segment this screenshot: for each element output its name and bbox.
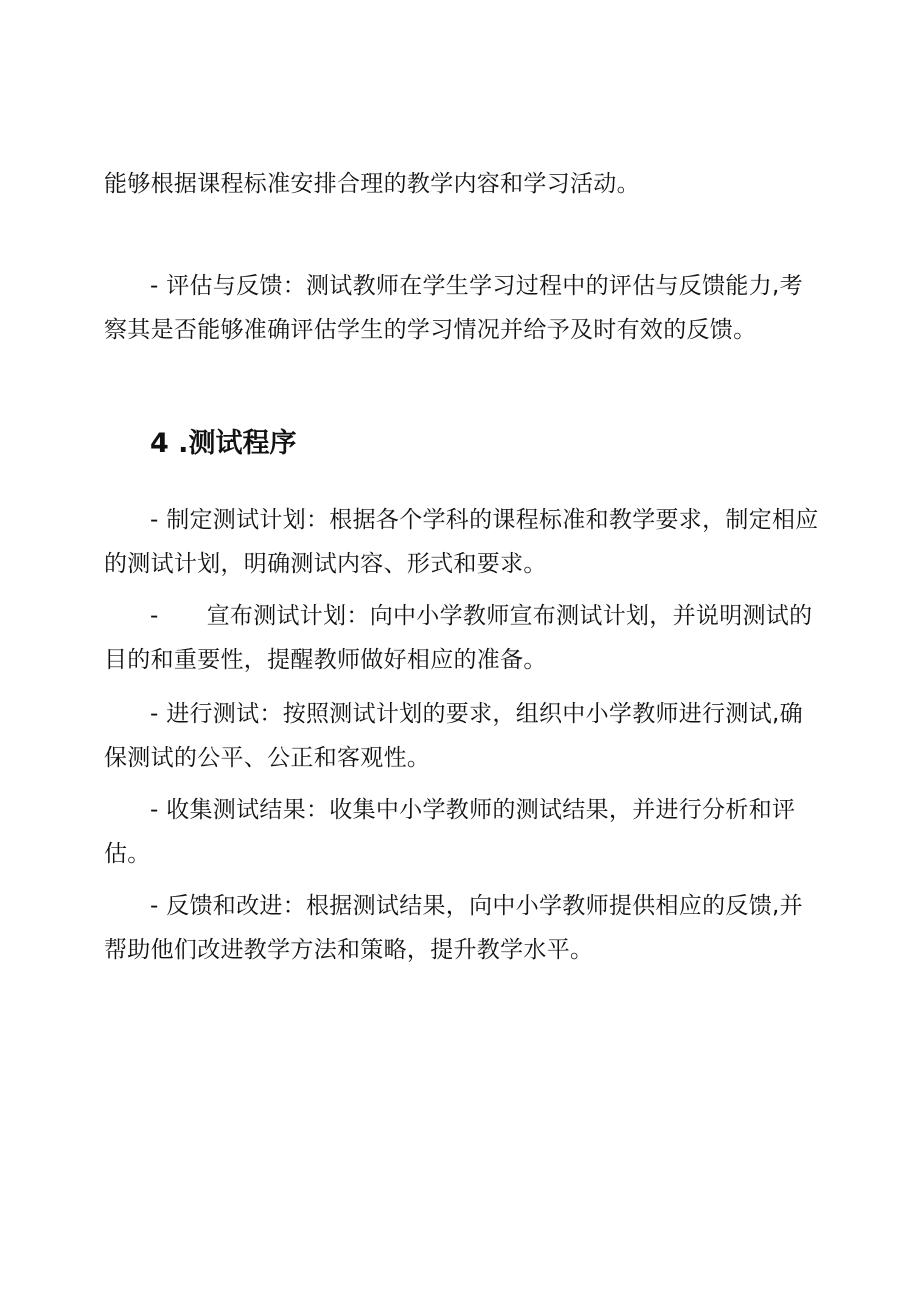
section-heading: 4 .测试程序 [150,428,297,459]
list-item-collect: - 收集测试结果：收集中小学教师的测试结果，并进行分析和评估。 [104,797,796,867]
list-item-plan: - 制定测试计划：根据各个学科的课程标准和教学要求，制定相应的测试计划，明确测试内容、形式和要求。 [104,507,819,577]
list-item-dash: - [150,603,159,629]
list-item-feedback: - 反馈和改进：根据测试结果，向中小学教师提供相应的反馈,并帮助他们改进教学方法和策略，提升教学水平。 [104,893,803,963]
list-item-announce-text: 宣布测试计划：向中小学教师宣布测试计划，并说明测试的目的和重要性，提醒教师做好相应的准备。 [104,603,813,673]
evaluation-feedback-item: - 评估与反馈：测试教师在学生学习过程中的评估与反馈能力,考察其是否能够准确评估学生的学习情况并给予及时有效的反馈。 [104,273,803,343]
list-item-conduct: - 进行测试：按照测试计划的要求，组织中小学教师进行测试,确保测试的公平、公正和客观性。 [104,701,803,771]
list-item-announce [104,594,820,682]
continuation-paragraph: 能够根据课程标准安排合理的教学内容和学习活动。 [104,171,640,197]
